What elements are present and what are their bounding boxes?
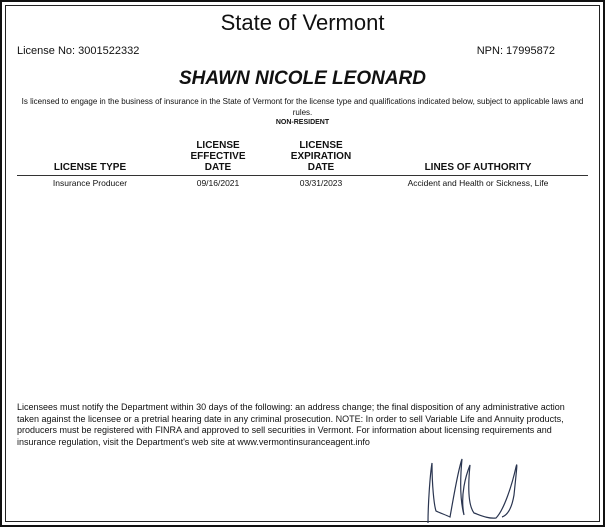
header-effective-date xyxy=(168,140,268,173)
header-line: EFFECTIVE xyxy=(190,151,246,162)
header-license-type: LICENSE TYPE xyxy=(53,162,127,173)
page-title: State of Vermont xyxy=(220,10,385,35)
license-statement: Is licensed to engage in the business of insurance in the State of Vermont for the license type and qualifications indicated below, subject to applicable laws and rules. xyxy=(21,97,584,117)
header-line: DATE xyxy=(307,162,335,173)
residency-status: NON-RESIDENT xyxy=(275,119,330,126)
cell-effective-date: 09/16/2021 xyxy=(196,178,240,188)
header-lines-of-authority: LINES OF AUTHORITY xyxy=(424,162,532,173)
header-line: LICENSE xyxy=(196,140,240,151)
cell-lines-of-authority: Accident and Health or Sickness, Life xyxy=(407,178,549,188)
header-line: DATE xyxy=(204,162,232,173)
header-line: EXPIRATION xyxy=(290,151,352,162)
header-line: LICENSE xyxy=(299,140,343,151)
header-expiration-date xyxy=(271,140,371,173)
cell-expiration-date: 03/31/2023 xyxy=(299,178,343,188)
signature-image xyxy=(420,455,530,525)
npn-number: NPN: 17995872 xyxy=(476,45,555,57)
cell-license-type: Insurance Producer xyxy=(52,178,128,188)
footer-notice: Licensees must notify the Department within 30 days of the following: an address change; the final disposition of any administrative action taken against the licensee or a pretrial hearing date in any criminal prosecution. NOTE: In order to sell Variable Life and Annuity products, producers must be registered with FINRA and approved to sell securities in Vermont. For information about licensing requirements and insurance regulation, visit the Department's web site at www.vermontinsuranceagent.info xyxy=(17,402,565,447)
table-divider xyxy=(17,175,588,176)
license-number: License No: 3001522332 xyxy=(17,45,140,57)
licensee-name: SHAWN NICOLE LEONARD xyxy=(179,68,426,89)
